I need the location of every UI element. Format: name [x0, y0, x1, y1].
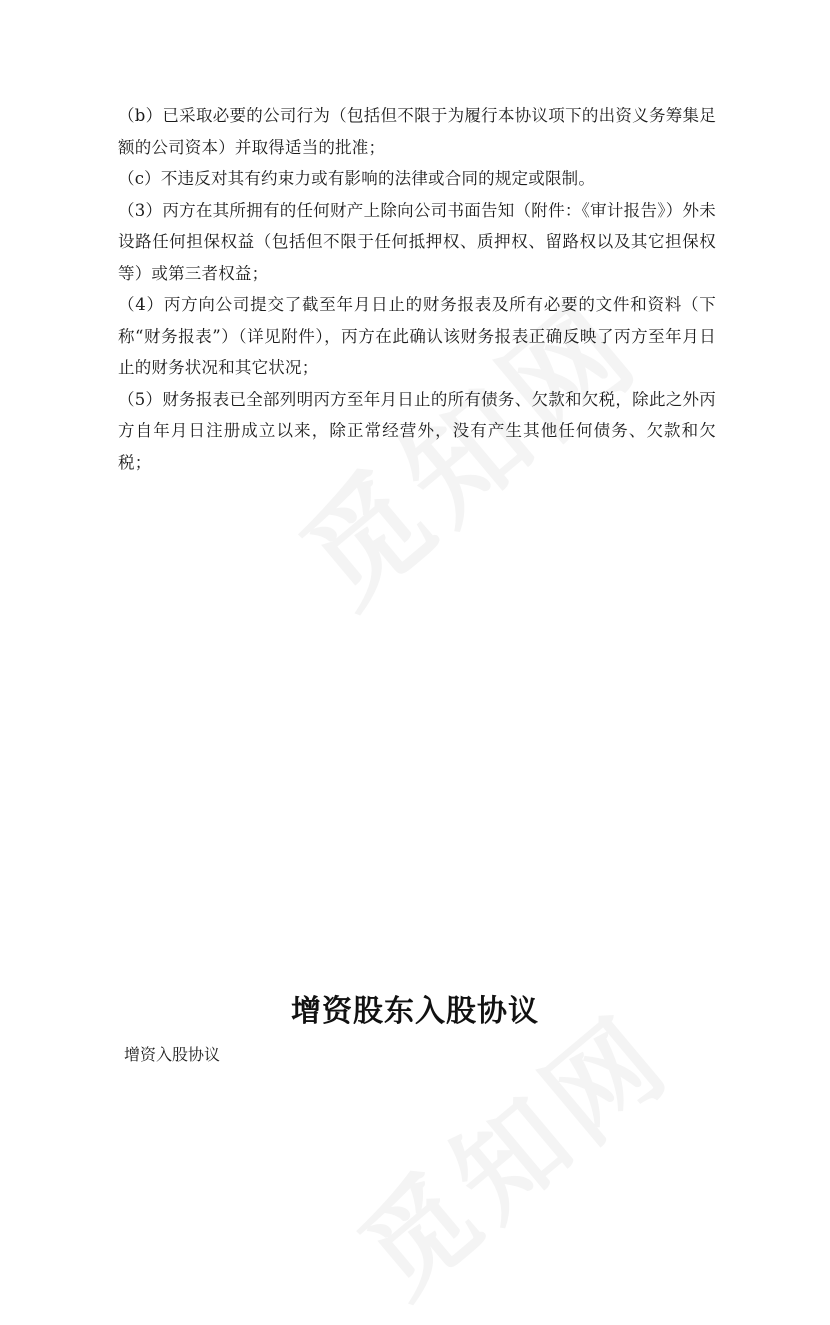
clause-3: （3）丙方在其所拥有的任何财产上除向公司书面告知（附件：《审计报告》）外未设路任何担保权益（包括但不限于任何抵押权、质押权、留路权以及其它担保权等）或第三者权益；	[118, 200, 716, 283]
clause-5: （5）财务报表已全部列明丙方至年月日止的所有债务、欠款和欠税，除此之外丙方自年月日注册成立以来，除正常经营外，没有产生其他任何债务、欠款和欠税；	[118, 389, 716, 472]
clause-c: （c）不违反对其有约束力或有影响的法律或合同的规定或限制。	[118, 169, 596, 188]
clause-4: （4）丙方向公司提交了截至年月日止的财务报表及所有必要的文件和资料（下称“财务报表”）（详见附件），丙方在此确认该财务报表正确反映了丙方至年月日止的财务状况和其它状况；	[118, 295, 716, 377]
document-body	[118, 100, 716, 478]
document-subtitle: 增资入股协议	[124, 1045, 221, 1064]
clause-b: （b）已采取必要的公司行为（包括但不限于为履行本协议项下的出资义务筹集足额的公司资本）并取得适当的批准；	[118, 106, 716, 157]
document-title: 增资股东入股协议	[291, 994, 539, 1029]
